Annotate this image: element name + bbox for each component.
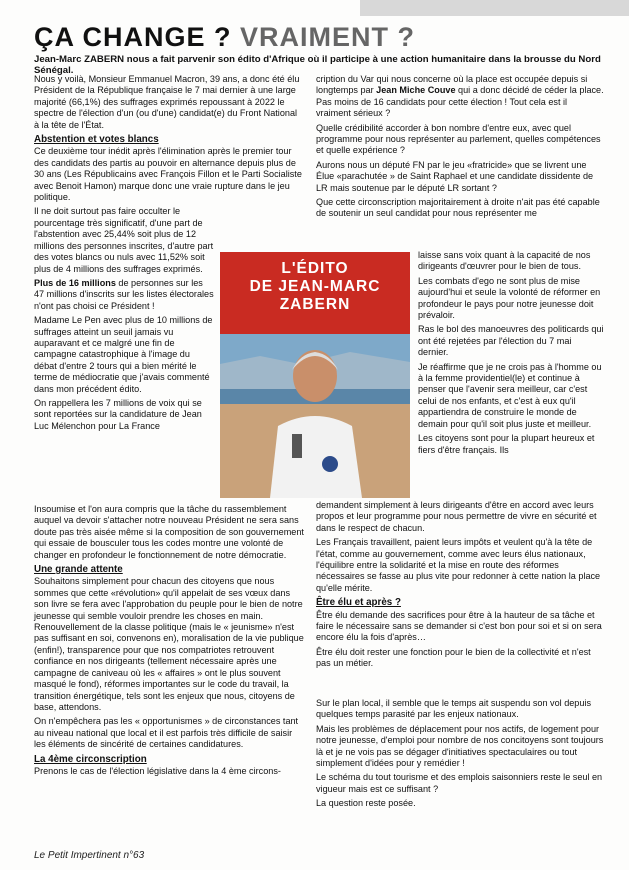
highlight-text: Jean Miche Couve xyxy=(376,85,456,96)
lead-paragraph: Jean-Marc ZABERN nous a fait parvenir son édito d'Afrique où il participe à une action humanitaire dans la brousse du Nord Sénégal. xyxy=(34,54,601,76)
paragraph xyxy=(316,74,604,120)
caption-line-2: DE JEAN-MARC xyxy=(249,278,381,295)
paragraph: Je réaffirme que je ne crois pas à l'homme ou à la femme providentiel(le) et continue à penser que l'avenir sera meilleur, car c'est celui de nos enfants, et c'est à eux qu'il appartiendra de construire le monde de demain pour qu'il soit plus juste et meilleur. xyxy=(418,361,602,429)
paragraph: Insoumise et l'on aura compris que la tâche du rassemblement auquel va devoir s'attacher notre nouveau Président ne sera sans doute pas très aisée même si la composition de son gouvernement qui essaie de bousculer tous les codes montre une volonté de changer en profondeur le fonctionnement de notre démocratie. xyxy=(34,504,304,560)
paragraph-text: cription du Var qui nous concerne où la place est occupée depuis si longtemps par xyxy=(316,74,588,96)
paragraph xyxy=(34,278,214,312)
title-part-2: VRAIMENT ? xyxy=(240,22,416,52)
paragraph: Prenons le cas de l'élection législative dans la 4 ème circons- xyxy=(34,765,281,776)
paragraph: Souhaitons simplement pour chacun des citoyens que nous sommes que cette «révolution» qu'il appelait de ses vœux dans son livre se fera avec l'approbation du peuple pour le bien de notre jeunesse qui semble vouloir prendre les choses en main. Renouvellement de la classe politique (mais le « jeunisme» n'est pas suffisant en soi, convenons en), moralisation de la vie publique (enfin!), transparence pour que nos compatriotes retrouvent confiance en nos dirigeants (tellement nécessaire après une campagne de caniveau où les « affaires » ont le plus souvent masqué le fond), réformes importantes sur le code du travail, la transition énergétique, tels sont les enjeux que nous, citoyens de base, attendons. xyxy=(34,576,304,712)
paragraph: Que cette circonscription majoritairement à droite n'ait pas été capable de soutenir un seul candidat pour nous représenter me xyxy=(316,197,600,219)
page-footer: Le Petit Impertinent n°63 xyxy=(34,850,145,861)
photo-caption xyxy=(220,260,410,314)
paragraph: On n'empêchera pas les « opportunismes » de circonstances tant au niveau national que local et il est parfois très difficile de saisir les éléments de sincérité de certaines candidatures. xyxy=(34,716,299,750)
top-gray-strip xyxy=(360,0,629,16)
paragraph: Il ne doit surtout pas faire occulter le pourcentage très significatif, d'une part de l'abstention avec 25,44% soit plus de 12 millions des personnes inscrites, d'autre part des votes blancs ou nuls avec 11,52% soit plus de 4 millions des suffrages exprimés. xyxy=(34,206,214,274)
column-right-lower xyxy=(316,500,604,673)
paragraph: Madame Le Pen avec plus de 10 millions de suffrages atteint un seuil jamais vu auparavant et ce malgré une fin de campagne catastrophique à l'image du débat d'entre 2 tours qui a bien mérité le terme de médiocratie que j'avais commenté dans mon précédent édito. xyxy=(34,315,213,394)
highlight-text: Plus de 16 millions xyxy=(34,277,116,288)
paragraph: La question reste posée. xyxy=(316,798,416,809)
paragraph: Être élu doit rester une fonction pour le bien de la collectivité et n'est pas un métier. xyxy=(316,646,591,669)
page-title xyxy=(34,22,415,53)
author-photo xyxy=(220,334,410,498)
paragraph: Quelle crédibilité accorder à bon nombre d'entre eux, avec quel programme pour nous représenter au parlement, quelles compétences et quelle expérience ? xyxy=(316,122,601,156)
caption-line-1: L'ÉDITO xyxy=(281,260,349,277)
paragraph: Les combats d'ego ne sont plus de mise aujourd'hui et seule la volonté de réformer en profondeur le pays pour notre jeunesse doit prévaloir. xyxy=(418,275,601,321)
title-part-1: ÇA CHANGE ? xyxy=(34,22,232,52)
column-right-top xyxy=(316,74,604,223)
paragraph: Nous y voilà, Monsieur Emmanuel Macron, 39 ans, a donc été élu Président de la République française le 7 mai dernier à une large majorité (66,1%) des suffrages exprimés repoussant à 2022 le spectre de l'élection d'un (ou d'une) candidat(e) du Front National à la tête de l'État. xyxy=(34,74,300,130)
column-right-bottom xyxy=(316,698,604,813)
section-heading: Être élu et après ? xyxy=(316,597,401,609)
paragraph: Les Français travaillent, paient leurs impôts et veulent qu'à la tête de l'état, comme au gouvernement, comme avec leurs élus nationaux, l'équilibre entre la solidarité et la mise en route des réformes nécessaires se fasse au plus vite pour redonner à cette nation la place qu'elle mérite. xyxy=(316,537,601,593)
paragraph: Le schéma du tout tourisme et des emplois saisonniers reste le seul en vigueur mais est ce suffisant ? xyxy=(316,772,603,794)
paragraph: Être élu demande des sacrifices pour être à la hauteur de sa tâche et faire le nécessaire sans se demander si c'est bon pour soi et si on sera encore élu la fois d'après… xyxy=(316,609,602,643)
caption-line-3: ZABERN xyxy=(279,296,351,313)
paragraph: laisse sans voix quant à la capacité de nos dirigeants d'œuvrer pour le bien de tous. xyxy=(418,250,591,272)
paragraph: demandent simplement à leurs dirigeants d'être en accord avec leurs propos et leur programme pour nous permettre de vivre en sécurité et dans le respect de chacun. xyxy=(316,500,597,533)
paragraph: Mais les problèmes de déplacement pour nos actifs, de logement pour notre jeunesse, d'emploi pour nombre de nos concitoyens sont toujours là et je ne vois pas se dégager d'initiatives spectaculaires ou tout simplement d'idées pour y remédier ! xyxy=(316,723,604,769)
paragraph-text: qui a donc décidé de céder la place. Pas moins de 16 candidats pour cette élection ! Tout cela est il vraiment sérieux ? xyxy=(316,85,604,119)
paragraph: Aurons nous un député FN par le jeu «fratricide» que se livrent une Élue «parachutée » de Saint Raphael et une candidate dissidente de LR mais soutenue par le député LR sortant ? xyxy=(316,159,594,193)
section-heading: Une grande attente xyxy=(34,564,123,576)
paragraph-text: de personnes sur les 47 millions d'inscrits sur les listes électorales n'ont pas choisi ce Président ! xyxy=(34,277,214,311)
section-heading: La 4ème circonscription xyxy=(34,753,147,765)
column-right-middle xyxy=(418,250,604,459)
edito-photo-box xyxy=(220,252,410,498)
paragraph: Les citoyens sont pour la plupart heureux et fiers d'être français. Ils xyxy=(418,433,595,455)
section-heading: Abstention et votes blancs xyxy=(34,134,159,146)
paragraph: Ras le bol des manoeuvres des politicards qui ont été rejetées par l'élection du 7 mai dernier. xyxy=(418,324,604,358)
column-left-bottom xyxy=(34,504,304,780)
paragraph: Ce deuxième tour inédit après l'élimination après le premier tour des candidats des partis au pouvoir en alternance depuis plus de 30 ans (Les Républicains avec François Fillon et le Parti Socialiste avec Benoit Hamon) marque donc une vraie rupture dans le jeu politique. xyxy=(34,146,302,203)
paragraph: On rappellera les 7 millions de voix qui se sont reportées sur la candidature de Jean Luc Mélenchon pour La France xyxy=(34,397,202,431)
paragraph: Sur le plan local, il semble que le temps ait suspendu son vol depuis quelques temps parasité par les enjeux nationaux. xyxy=(316,698,591,720)
